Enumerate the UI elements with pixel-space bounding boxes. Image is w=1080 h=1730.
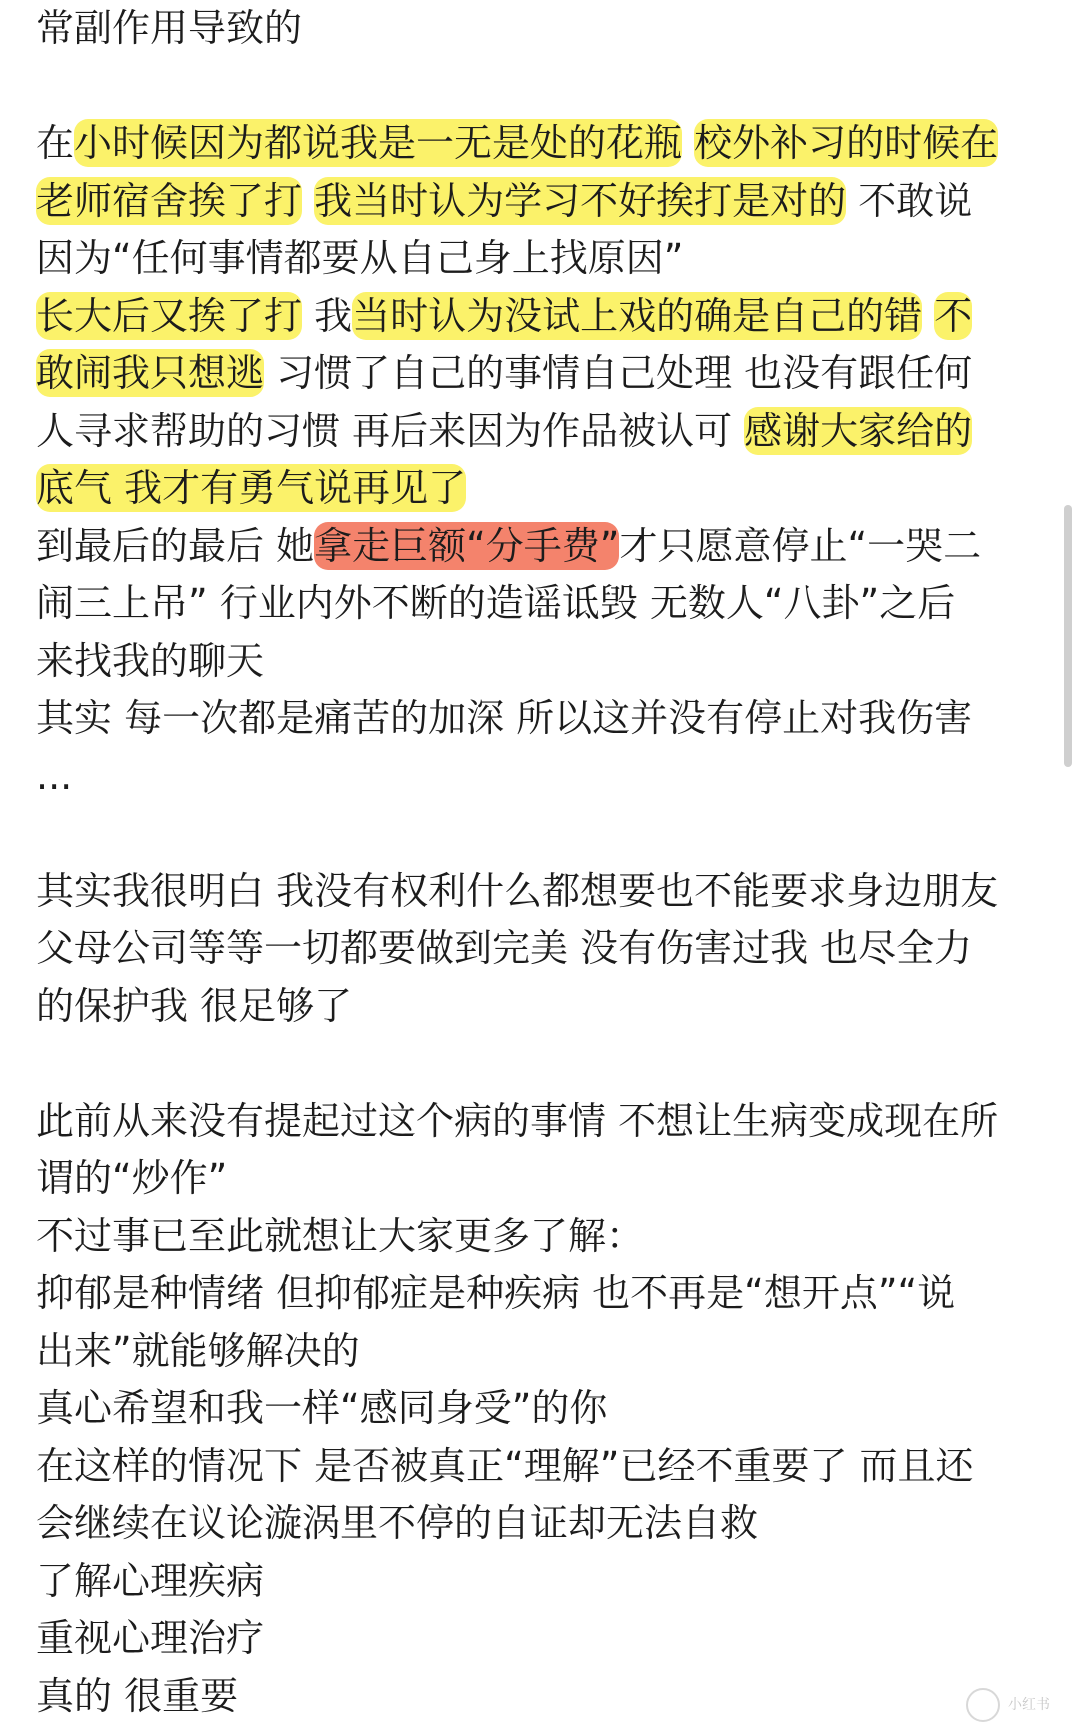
blank-line (36, 1035, 1046, 1093)
watermark (966, 1688, 1050, 1722)
text-segment: 才只愿意停止“一哭二 (619, 523, 982, 568)
text-line (36, 1668, 1046, 1726)
highlighted-text: 校外补习的时候在 (694, 121, 999, 165)
highlighted-text: 不 (934, 293, 973, 338)
scrollbar[interactable] (1064, 505, 1072, 767)
blank-line (36, 58, 1046, 116)
text-segment: 到最后的最后 她 (36, 523, 315, 568)
text-segment (302, 179, 314, 223)
text-segment: 抑郁是种情绪 但抑郁症是种疾病 也不再是“想开点”“说 (36, 1271, 956, 1315)
text-line (36, 1093, 1046, 1151)
text-segment: 在 (36, 121, 75, 165)
document-body (36, 0, 1046, 1725)
highlighted-text: 老师宿舍挨了打 (36, 178, 303, 223)
text-segment: 谓的“炒作” (36, 1156, 228, 1200)
highlighted-text: 敢闹我只想逃 (36, 351, 265, 395)
text-line (36, 690, 1046, 748)
highlighted-text: 我当时认为学习不好挨打是对的 (314, 178, 847, 223)
text-line (36, 1438, 1046, 1496)
text-line (36, 1553, 1046, 1611)
text-segment: ... (36, 753, 73, 798)
text-line (36, 1208, 1046, 1266)
text-segment: 人寻求帮助的习惯 再后来因为作品被认可 (36, 408, 745, 453)
text-line (36, 920, 1046, 978)
highlighted-text: 小时候因为都说我是一无是处的花瓶 (74, 121, 683, 165)
watermark-text: 小红书 (1008, 1697, 1050, 1713)
text-segment: 父母公司等等一切都要做到完美 没有伤害过我 也尽全力 (36, 926, 973, 970)
text-segment: 闹三上吊” 行业内外不断的造谣诋毁 无数人“八卦”之后 (36, 581, 956, 625)
text-segment: 了解心理疾病 (36, 1558, 265, 1603)
text-line (36, 1265, 1046, 1323)
text-segment: 真的 很重要 (36, 1673, 239, 1718)
text-segment (922, 294, 934, 338)
text-line (36, 978, 1046, 1036)
text-line (36, 863, 1046, 921)
text-line (36, 1380, 1046, 1438)
text-line (36, 115, 1046, 173)
text-segment: 其实 每一次都是痛苦的加深 所以这并没有停止对我伤害 (36, 696, 973, 740)
text-segment: 常副作用导致的 (36, 6, 303, 50)
text-segment: 的保护我 很足够了 (36, 983, 353, 1028)
text-segment: 会继续在议论漩涡里不停的自证却无法自救 (36, 1501, 759, 1545)
text-segment: 习惯了自己的事情自己处理 也没有跟任何 (264, 351, 973, 395)
text-segment: 在这样的情况下 是否被真正“理解”已经不重要了 而且还 (36, 1443, 974, 1488)
text-line (36, 1495, 1046, 1553)
text-line (36, 1150, 1046, 1208)
text-line (36, 173, 1046, 231)
text-line (36, 230, 1046, 288)
text-line (36, 0, 1046, 58)
watermark-logo-icon (966, 1688, 1000, 1722)
text-segment: 来找我的聊天 (36, 638, 265, 683)
text-segment: 不敢说 (846, 178, 973, 223)
text-segment: 因为“任何事情都要从自己身上找原因” (36, 236, 684, 280)
text-line (36, 575, 1046, 633)
text-line (36, 288, 1046, 346)
text-segment: 不过事已至此就想让大家更多了解： (36, 1213, 645, 1258)
text-line (36, 460, 1046, 518)
text-segment: 重视心理治疗 (36, 1616, 265, 1660)
text-line (36, 748, 1046, 806)
highlighted-text: 底气 我才有勇气说再见了 (36, 466, 467, 510)
highlighted-text-red: 拿走巨额“分手费” (314, 523, 620, 568)
blank-line (36, 805, 1046, 863)
highlighted-text: 长大后又挨了打 (36, 293, 303, 338)
text-segment: 其实我很明白 我没有权利什么都想要也不能要求身边朋友 (36, 868, 999, 913)
text-segment: 真心希望和我一样“感同身受”的你 (36, 1386, 608, 1430)
text-segment (682, 121, 694, 165)
text-line (36, 345, 1046, 403)
text-line (36, 403, 1046, 461)
text-line (36, 518, 1046, 576)
text-line (36, 1323, 1046, 1381)
text-line (36, 1610, 1046, 1668)
text-segment: 出来”就能够解决的 (36, 1328, 360, 1373)
text-segment: 此前从来没有提起过这个病的事情 不想让生病变成现在所 (36, 1098, 999, 1143)
highlighted-text: 感谢大家给的 (744, 408, 973, 453)
highlighted-text: 当时认为没试上戏的确是自己的错 (352, 293, 923, 338)
text-line (36, 633, 1046, 691)
text-segment: 我 (302, 293, 353, 338)
